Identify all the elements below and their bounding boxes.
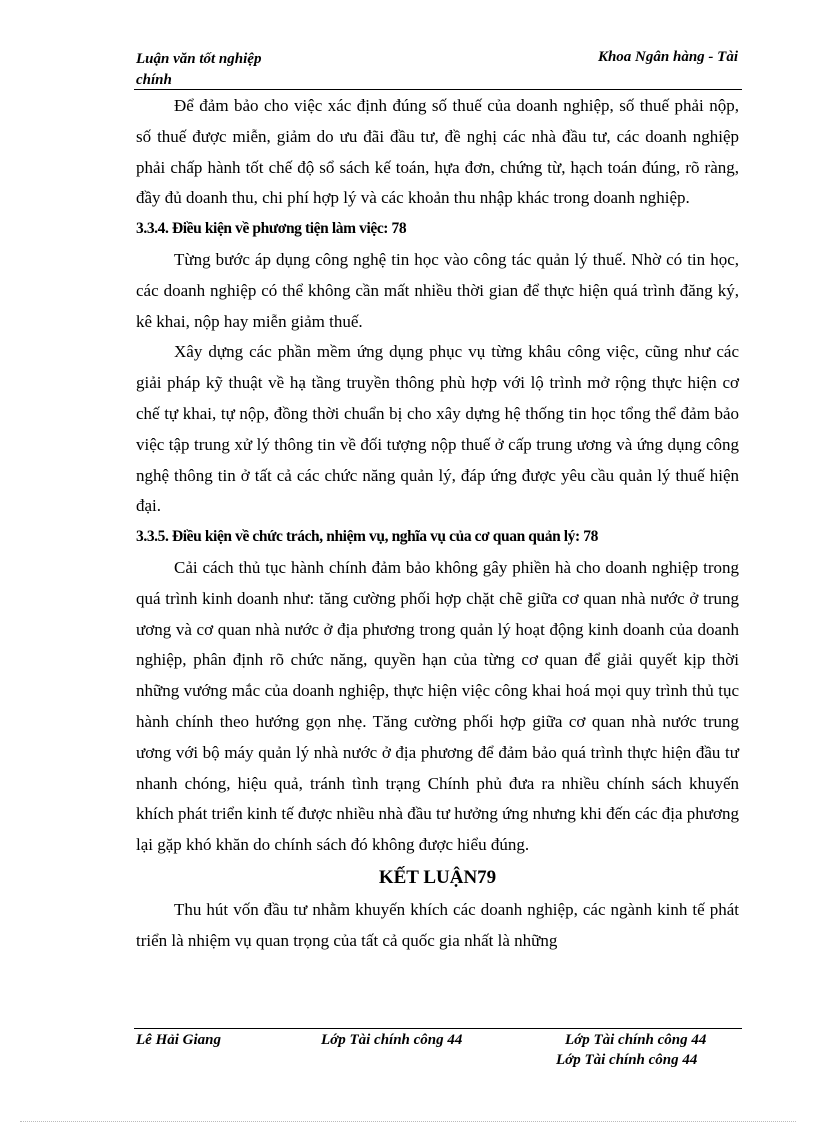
document-body bbox=[136, 91, 739, 957]
paragraph: Thu hút vốn đầu tư nhằm khuyến khích các doanh nghiệp, các ngành kinh tế phát triển là nhiệm vụ quan trọng của tất cả quốc gia nhất là những bbox=[136, 899, 739, 950]
footer-class-right: Lớp Tài chính công 44 bbox=[565, 1032, 707, 1048]
footer-class: Lớp Tài chính công 44 bbox=[321, 1032, 463, 1048]
header-title bbox=[136, 49, 336, 91]
page-break-line bbox=[20, 1121, 796, 1122]
header-faculty: Khoa Ngân hàng - Tài bbox=[597, 49, 738, 65]
footer-divider bbox=[134, 1028, 742, 1029]
footer-author: Lê Hải Giang bbox=[136, 1032, 221, 1048]
header-divider bbox=[134, 89, 742, 90]
page-footer bbox=[136, 1032, 742, 1072]
section-heading-3-3-5: 3.3.5. Điều kiện về chức trách, nhiệm vụ, nghĩa vụ của cơ quan quản lý: 78 bbox=[136, 528, 598, 546]
paragraph: Từng bước áp dụng công nghệ tin học vào công tác quản lý thuế. Nhờ có tin học, các doanh nghiệp có thể không cần mất nhiều thời gian để thực hiện quá trình đăng ký, kê khai, nộp hay miễn giảm thuế. bbox=[136, 249, 739, 331]
footer-class-right-repeat: Lớp Tài chính công 44 bbox=[556, 1052, 698, 1068]
paragraph: Để đảm bảo cho việc xác định đúng số thuế của doanh nghiệp, số thuế phải nộp, số thuế được miễn, giảm do ưu đãi đầu tư, đề nghị các nhà đầu tư, các doanh nghiệp phải chấp hành tốt chế độ sổ sách kế toán, hựa đơn, chứng từ, hạch toán đúng, rõ ràng, đầy đủ doanh thu, chi phí hợp lý và các khoản thu nhập khác trong doanh nghiệp. bbox=[136, 96, 739, 208]
paragraph: Xây dựng các phần mềm ứng dụng phục vụ từng khâu công việc, cũng như các giải pháp kỹ thuật về hạ tầng truyền thông phù hợp với lộ trình mở rộng thực hiện cơ chế tự khai, tự nộp, đồng thời chuẩn bị cho xây dựng hệ thống tin học tổng thể đảm bảo việc tập trung xử lý thông tin về đối tượng nộp thuế ở cấp trung ương và ứng dụng công nghệ thông tin ở tất cả các chức năng quản lý, đáp ứng được yêu cầu quản lý thuế hiện đại. bbox=[136, 342, 739, 516]
paragraph: Cải cách thủ tục hành chính đảm bảo không gây phiền hà cho doanh nghiệp trong quá trình kinh doanh như: tăng cường phối hợp chặt chẽ giữa cơ quan nhà nước ở trung ương và cơ quan nhà nước ở địa phương trong quản lý hoạt động kinh doanh của doanh nghiệp, phân định rõ chức năng, quyền hạn của từng cơ quan để giải quyết kịp thời những vướng mắc của doanh nghiệp, thực hiện việc công khai hoá mọi quy trình thủ tục hành chính theo hướng gọn nhẹ. Tăng cường phối hợp giữa cơ quan nhà nước trung ương với bộ máy quản lý nhà nước ở địa phương để đảm bảo quá trình thực hiện đầu tư nhanh chóng, hiệu quả, tránh tình trạng Chính phủ đưa ra nhiều chính sách khuyến khích phát triển kinh tế được nhiều nhà đầu tư hưởng ứng nhưng khi đến các địa phương lại gặp khó khăn do chính sách đó không được hiểu đúng. bbox=[136, 557, 739, 855]
conclusion-heading: KẾT LUẬN79 bbox=[378, 866, 497, 888]
section-heading-3-3-4: 3.3.4. Điều kiện về phương tiện làm việc: 78 bbox=[136, 220, 407, 238]
header-title-line1: Luận văn tốt nghiệp bbox=[136, 51, 262, 67]
header-title-line2: chính bbox=[136, 72, 172, 88]
